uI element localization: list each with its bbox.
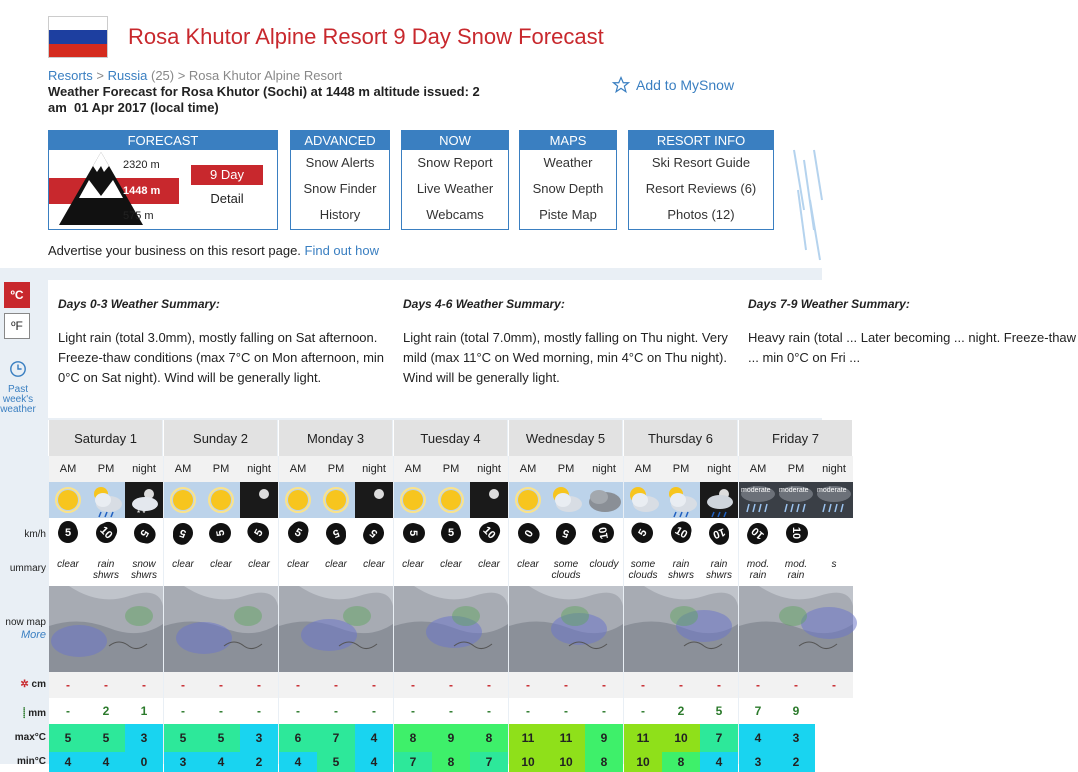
star-icon [612,76,630,94]
snowflake-icon: ✲ [20,679,32,690]
forecast-nav-box [48,130,278,230]
period-label: AM [739,456,777,482]
snow-map-thumbnail[interactable] [624,586,738,672]
max-temp: 3 [240,724,278,752]
snow-amount: - [394,672,432,698]
max-temp: 11 [547,724,585,752]
weather-summary-text: clear [432,554,470,586]
weather-icon [202,482,240,518]
snow-amount: - [815,672,853,698]
forecast-subheading: Weather Forecast for Rosa Khutor (Sochi) at 1448 m altitude issued: 2 am 01 Apr 2017 (local time) [48,84,480,115]
period-label: AM [509,456,547,482]
weather-summary-text: rain shwrs [662,554,700,586]
add-to-mysnow-link[interactable] [612,76,734,94]
weather-icon [777,482,815,518]
weather-icon [317,482,355,518]
max-temp: 6 [279,724,317,752]
day-name: Tuesday 4 [393,420,507,456]
max-temp [815,724,853,752]
svg-text:moderate: moderate [779,487,809,494]
nav-ski-resort-guide[interactable]: Ski Resort Guide [651,155,751,170]
rain-amount: 2 [662,698,700,724]
snow-amount: - [739,672,777,698]
period-label: night [700,456,738,482]
max-temp: 5 [49,724,87,752]
maps-nav-header: MAPS [520,131,616,150]
weather-icon [87,482,125,518]
snow-amount: - [317,672,355,698]
rain-amount: - [470,698,508,724]
wind-cell [470,518,508,554]
weather-icon [700,482,738,518]
weather-icon [662,482,700,518]
wind-cell [125,518,163,554]
wind-speed-badge: 0 [514,519,541,546]
weather-summary-text: snow shwrs [125,554,163,586]
max-temp: 7 [700,724,738,752]
altitude-mid[interactable]: 1448 m [123,185,161,197]
rain-amount: 7 [739,698,777,724]
rain-amount: 2 [87,698,125,724]
rain-amount: 1 [125,698,163,724]
period-label: PM [777,456,815,482]
nav-piste-map[interactable]: Piste Map [539,207,597,222]
nav-history[interactable]: History [319,207,361,222]
wind-cell [240,518,278,554]
wind-speed-badge: 5 [245,519,272,546]
wind-cell [394,518,432,554]
wind-speed-badge: 10 [592,521,615,544]
rain-amount: - [164,698,202,724]
summary-heading: Days 7-9 Weather Summary: [748,297,910,311]
weather-summary-text: clear [470,554,508,586]
snow-amount: - [700,672,738,698]
maps-nav-box [519,130,617,230]
breadcrumb-sep: > [92,68,108,83]
period-label: PM [432,456,470,482]
min-temp: 8 [432,752,470,772]
rain-amount: - [317,698,355,724]
weather-icon [355,482,393,518]
row-label-wind: km/h [24,529,46,540]
wind-speed-badge: 5 [553,520,579,546]
weather-icon [240,482,278,518]
rain-amount: - [432,698,470,724]
max-temp: 3 [777,724,815,752]
max-temp: 4 [739,724,777,752]
snow-amount: - [432,672,470,698]
breadcrumb-current: Rosa Khutor Alpine Resort [188,68,343,83]
max-temp: 8 [394,724,432,752]
snow-amount: - [509,672,547,698]
max-temp: 11 [624,724,662,752]
snow-amount: - [662,672,700,698]
weather-summary-text: clear [164,554,202,586]
summary-days-4-6 [403,294,733,388]
advert-text: Advertise your business on this resort page. [48,243,305,258]
weather-icon [125,482,163,518]
min-temp: 3 [739,752,777,772]
weather-icon [815,482,853,518]
snow-map-thumbnail[interactable] [739,586,853,672]
weather-icon [49,482,87,518]
max-temp: 8 [470,724,508,752]
row-label-max: max°C [14,732,46,743]
wind-cell [279,518,317,554]
nav-photos[interactable]: Photos (12) [667,207,735,222]
weather-summary-text: clear [317,554,355,586]
weather-summary-text: clear [240,554,278,586]
snow-amount: - [87,672,125,698]
advert-link[interactable]: Find out how [304,243,379,258]
min-temp: 5 [317,752,355,772]
day-name: Sunday 2 [163,420,277,456]
forecast-day-column [623,420,737,769]
wind-speed-badge: 5 [403,523,423,543]
snow-map-thumbnail[interactable] [164,586,278,672]
wind-speed-badge: 5 [170,520,196,546]
weather-summary-text: rain shwrs [87,554,125,586]
weather-icon [279,482,317,518]
snow-amount: - [279,672,317,698]
snow-amount: - [470,672,508,698]
rain-amount: - [547,698,585,724]
wind-speed-badge: 10 [744,519,772,547]
wind-speed-badge: 5 [323,520,349,546]
weather-summary-text: rain shwrs [700,554,738,586]
resort-info-nav-header: RESORT INFO [629,131,773,150]
snow-map-thumbnail[interactable] [509,586,623,672]
max-temp: 5 [164,724,202,752]
rain-amount: - [202,698,240,724]
wind-cell [164,518,202,554]
period-label: night [470,456,508,482]
row-label-snow-unit: cm [31,679,46,690]
breadcrumb-resorts-link[interactable]: Resorts [48,68,93,83]
forecast-day-column [48,420,162,769]
now-nav-box [401,130,509,230]
day-name: Monday 3 [278,420,392,456]
rain-amount: 9 [777,698,815,724]
min-temp: 8 [585,752,623,772]
celsius-toggle[interactable]: ºC [4,282,30,308]
weather-summary-text: clear [394,554,432,586]
weather-icon [394,482,432,518]
min-temp: 3 [164,752,202,772]
rain-amount: - [355,698,393,724]
period-label: night [355,456,393,482]
snow-amount: - [240,672,278,698]
summary-body: Light rain (total 3.0mm), mostly falling on Sat afternoon. Freeze-thaw conditions (max 7°C on Mon afternoon, min 0°C on Sat night). Wind will be generally light. [58,330,385,385]
forecast-nav-header: FORECAST [49,131,277,150]
wind-speed-badge: 5 [284,519,311,546]
min-temp [815,752,853,772]
day-name: Wednesday 5 [508,420,622,456]
altitude-top[interactable]: 2320 m [123,159,160,171]
min-temp: 2 [777,752,815,772]
wind-speed-badge: 5 [360,519,388,547]
snow-amount: - [585,672,623,698]
wind-speed-badge: 5 [58,523,78,543]
min-temp: 4 [700,752,738,772]
weather-icon [432,482,470,518]
row-label-rain [0,705,46,719]
wind-speed-badge: 10 [92,519,120,547]
row-label-summary: ummary [9,563,46,574]
forecast-day-column [163,420,277,769]
weather-summary-text: some clouds [547,554,585,586]
wind-cell [432,518,470,554]
min-temp: 10 [547,752,585,772]
row-label-snow-map: now map [5,617,46,628]
min-temp: 7 [470,752,508,772]
nav-snow-finder[interactable]: Snow Finder [303,181,377,196]
svg-text:* *: * * [137,509,146,518]
min-temp: 8 [662,752,700,772]
clock-icon [9,360,27,378]
min-temp: 0 [125,752,163,772]
now-nav-header: NOW [402,131,508,150]
wind-speed-badge: 5 [130,519,157,546]
wind-cell [49,518,87,554]
wind-speed-badge: 10 [667,519,694,546]
weather-icon [547,482,585,518]
max-temp: 4 [355,724,393,752]
rain-amount: - [394,698,432,724]
weather-icon [164,482,202,518]
wind-speed-badge: 10 [706,520,732,546]
detail-tab[interactable]: Detail [210,191,244,206]
weather-icon [585,482,623,518]
snow-amount: - [355,672,393,698]
period-label: night [585,456,623,482]
weather-summary-text: clear [355,554,393,586]
day-name: Thursday 6 [623,420,737,456]
max-temp: 5 [87,724,125,752]
advanced-nav-header: ADVANCED [291,131,389,150]
wind-speed-badge: 5 [441,523,461,543]
summary-body: Heavy rain (total ... Later becoming ... night. Freeze-thaw ... min 0°C on Fri ... [748,330,1077,365]
rain-amount: - [240,698,278,724]
summary-heading: Days 4-6 Weather Summary: [403,297,565,311]
weather-icon [509,482,547,518]
min-temp: 4 [49,752,87,772]
weather-summary-text: clear [509,554,547,586]
wind-speed-badge: 5 [629,519,656,546]
rain-amount: - [509,698,547,724]
snowfall-decoration [790,150,822,260]
russia-flag [48,16,108,58]
svg-text:moderate: moderate [741,487,771,494]
resort-info-nav-box [628,130,774,230]
max-temp: 7 [317,724,355,752]
wind-cell [624,518,662,554]
period-label: AM [624,456,662,482]
rain-amount: - [624,698,662,724]
mysnow-label: Add to MySnow [636,77,735,93]
nav-snow-report[interactable]: Snow Report [417,155,493,170]
fahrenheit-toggle[interactable]: ºF [4,313,30,339]
rain-amount: 5 [700,698,738,724]
max-temp: 9 [432,724,470,752]
weather-summary-text: clear [279,554,317,586]
breadcrumb [48,68,342,83]
wind-cell [509,518,547,554]
nav-weather-map[interactable]: Weather [543,155,593,170]
snow-map-thumbnail[interactable] [49,586,163,672]
summary-heading: Days 0-3 Weather Summary: [58,297,220,311]
rain-amount [815,698,853,724]
breadcrumb-russia-link[interactable]: Russia [107,68,148,83]
wind-cell [202,518,240,554]
wind-cell [87,518,125,554]
weather-summary-text: cloudy [585,554,623,586]
snow-amount: - [164,672,202,698]
min-temp: 10 [624,752,662,772]
wind-cell [739,518,777,554]
min-temp: 4 [202,752,240,772]
day-name: Saturday 1 [48,420,162,456]
advert-line [48,243,379,258]
min-temp: 4 [279,752,317,772]
min-temp: 4 [87,752,125,772]
forecast-day-column [278,420,392,769]
period-label: PM [87,456,125,482]
max-temp: 11 [509,724,547,752]
rain-amount: - [585,698,623,724]
row-label-rain-unit: mm [28,708,46,719]
max-temp: 10 [662,724,700,752]
wind-speed-badge: 5 [209,521,232,544]
wind-cell [585,518,623,554]
snow-map-more-link[interactable]: More [20,629,46,641]
weather-icon [624,482,662,518]
row-label-snow [0,679,46,690]
wind-cell [815,518,853,554]
summary-body: Light rain (total 7.0mm), mostly falling on Thu night. Very mild (max 11°C on Wed morning, min 4°C on Thu night). Wind will be generally light. [403,330,728,385]
nav-webcams[interactable]: Webcams [426,207,484,222]
nine-day-tab[interactable]: 9 Day [191,165,263,185]
day-name: Friday 7 [738,420,852,456]
weather-icon [470,482,508,518]
summary-days-7-9 [748,294,1078,368]
altitude-bottom[interactable]: 575 m [123,210,154,222]
snow-amount: - [777,672,815,698]
forecast-day-column [508,420,622,769]
wind-speed-badge: 10 [475,519,503,547]
raindrop-icon: ⸽ [22,708,29,719]
min-temp: 2 [240,752,278,772]
forecast-grid [48,420,847,769]
period-label: AM [279,456,317,482]
period-label: night [125,456,163,482]
max-temp: 3 [125,724,163,752]
wind-cell [700,518,738,554]
wind-cell [317,518,355,554]
rain-amount: - [49,698,87,724]
snow-amount: - [49,672,87,698]
wind-speed-badge: 10 [786,523,806,543]
min-temp: 7 [394,752,432,772]
period-label: AM [164,456,202,482]
weather-summary-text: clear [49,554,87,586]
weather-summary-panel [48,280,1077,418]
weather-summary-text: s [815,554,853,586]
max-temp: 9 [585,724,623,752]
svg-text:moderate: moderate [817,487,847,494]
summary-days-0-3 [58,294,388,388]
period-label: PM [317,456,355,482]
wind-cell [777,518,815,554]
wind-cell [547,518,585,554]
breadcrumb-count: (25) > [147,68,189,83]
period-label: PM [662,456,700,482]
snow-map-thumbnail[interactable] [279,586,393,672]
weather-summary-text: some clouds [624,554,662,586]
snow-amount: - [547,672,585,698]
rain-amount: - [279,698,317,724]
snow-amount: - [202,672,240,698]
period-label: PM [202,456,240,482]
min-temp: 4 [355,752,393,772]
snow-amount: - [624,672,662,698]
past-week-link[interactable] [0,360,36,415]
period-label: AM [49,456,87,482]
snow-amount: - [125,672,163,698]
wind-cell [662,518,700,554]
nav-live-weather[interactable]: Live Weather [416,181,494,196]
period-label: PM [547,456,585,482]
advanced-nav-box [290,130,390,230]
weather-summary-text: clear [202,554,240,586]
nav-snow-alerts[interactable]: Snow Alerts [305,155,375,170]
page-title: Rosa Khutor Alpine Resort 9 Day Snow Forecast [128,24,604,49]
period-label: AM [394,456,432,482]
forecast-day-column [393,420,507,769]
nav-snow-depth[interactable]: Snow Depth [532,181,604,196]
period-label: night [815,456,853,482]
forecast-day-column [738,420,852,769]
snow-map-thumbnail[interactable] [394,586,508,672]
max-temp: 5 [202,724,240,752]
wind-cell [355,518,393,554]
period-label: night [240,456,278,482]
weather-summary-text: mod. rain [777,554,815,586]
min-temp: 10 [509,752,547,772]
weather-summary-text: mod. rain [739,554,777,586]
weather-icon [739,482,777,518]
nav-resort-reviews[interactable]: Resort Reviews (6) [645,181,757,196]
row-label-min: min°C [17,756,46,767]
past-week-label: Past week's weather [0,384,36,415]
